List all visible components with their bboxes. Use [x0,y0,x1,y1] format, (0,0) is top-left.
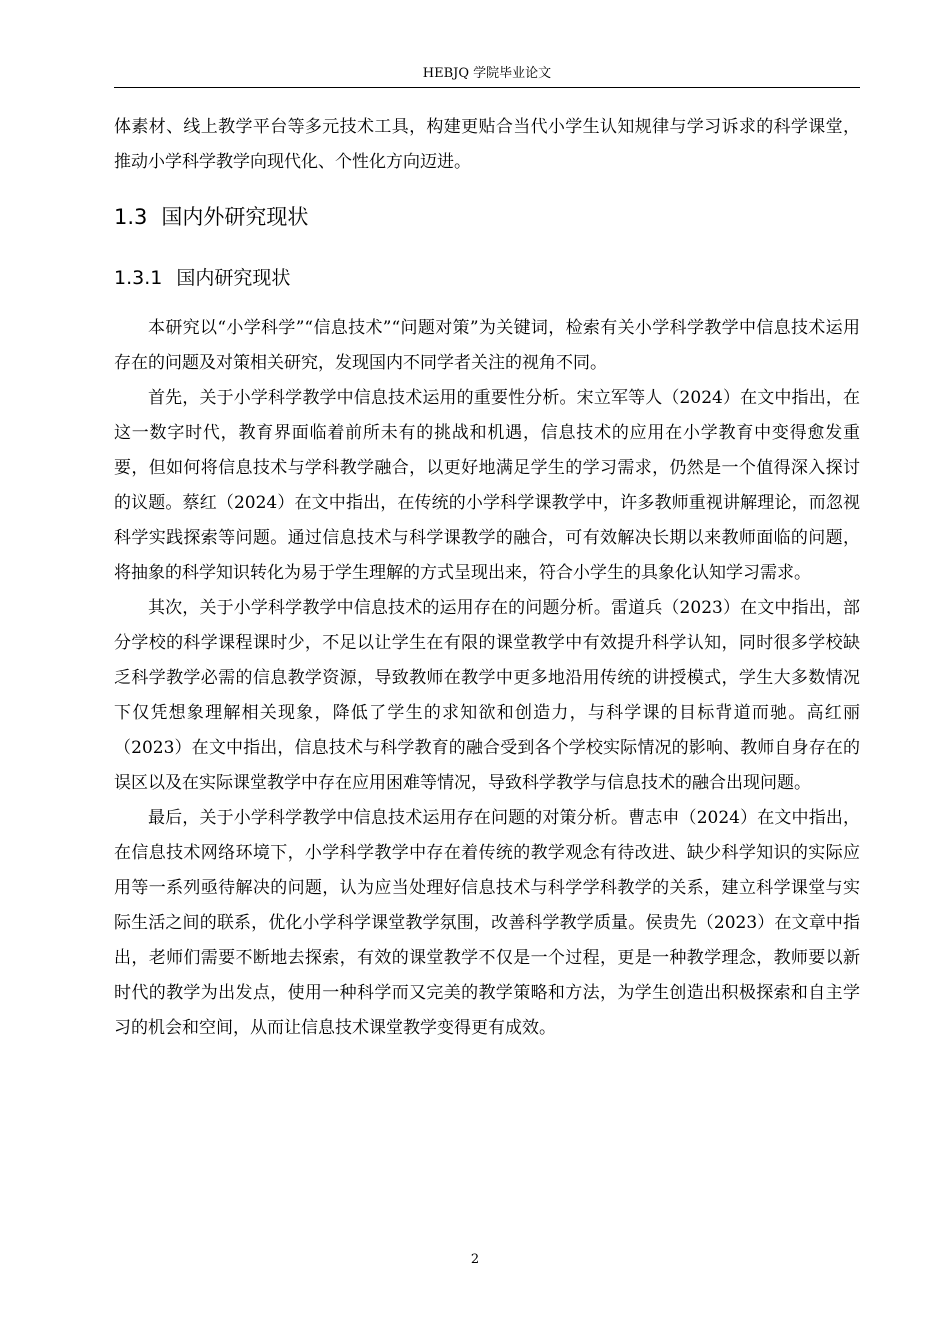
subsection-title: 国内研究现状 [176,267,291,289]
continuation-paragraph: 体素材、线上教学平台等多元技术工具，构建更贴合当代小学生认知规律与学习诉求的科学课堂，推动小学科学教学向现代化、个性化方向迈进。 [114,117,860,172]
page-header-title: HEBJQ 学院毕业论文 [422,66,552,81]
body-paragraph-intro: 本研究以“小学科学”“信息技术”“问题对策”为关键词，检索有关小学科学教学中信息技术运用存在的问题及对策相关研究，发现国内不同学者关注的视角不同。 [114,318,860,373]
body-paragraph-last: 最后，关于小学科学教学中信息技术运用存在问题的对策分析。曹志申（2024）在文中指出，在信息技术网络环境下，小学科学教学中存在着传统的教学观念有待改进、缺少科学知识的实际应用等一系列亟待解决的问题，认为应当处理好信息技术与科学学科教学的关系，建立科学课堂与实际生活之间的联系，优化小学科学课堂教学氛围，改善科学教学质量。侯贵先（2023）在文章中指出，老师们需要不断地去探索，有效的课堂教学不仅是一个过程，更是一种教学理念，教师要以新时代的教学为出发点，使用一种科学而又完美的教学策略和方法，为学生创造出积极探索和自主学习的机会和空间，从而让信息技术课堂教学变得更有成效。 [114,808,860,1038]
body-paragraph-first: 首先，关于小学科学教学中信息技术运用的重要性分析。宋立军等人（2024）在文中指出，在这一数字时代，教育界面临着前所未有的挑战和机遇，信息技术的应用在小学教育中变得愈发重要，但如何将信息技术与学科教学融合，以更好地满足学生的学习需求，仍然是一个值得深入探讨的议题。蔡红（2024）在文中指出，在传统的小学科学课教学中，许多教师重视讲解理论，而忽视科学实践探索等问题。通过信息技术与科学课教学的融合，可有效解决长期以来教师面临的问题，将抽象的科学知识转化为易于学生理解的方式呈现出来，符合小学生的具象化认知学习需求。 [114,388,860,583]
header-rule [114,87,860,88]
subsection-number: 1.3.1 [114,267,163,289]
page-number: 2 [470,1252,480,1267]
section-heading [114,197,860,237]
section-number: 1.3 [114,205,148,229]
page-content [114,110,860,1046]
body-paragraph-second: 其次，关于小学科学教学中信息技术的运用存在的问题分析。雷道兵（2023）在文中指出，部分学校的科学课程课时少，不足以让学生在有限的课堂教学中有效提升科学认知，同时很多学校缺乏科学教学必需的信息教学资源，导致教师在教学中更多地沿用传统的讲授模式，学生大多数情况下仅凭想象理解相关现象，降低了学生的求知欲和创造力，与科学课的目标背道而驰。高红丽（2023）在文中指出，信息技术与科学教育的融合受到各个学校实际情况的影响、教师自身存在的误区以及在实际课堂教学中存在应用困难等情况，导致科学教学与信息技术的融合出现问题。 [114,598,860,793]
subsection-heading [114,259,860,297]
section-title: 国内外研究现状 [161,205,309,229]
